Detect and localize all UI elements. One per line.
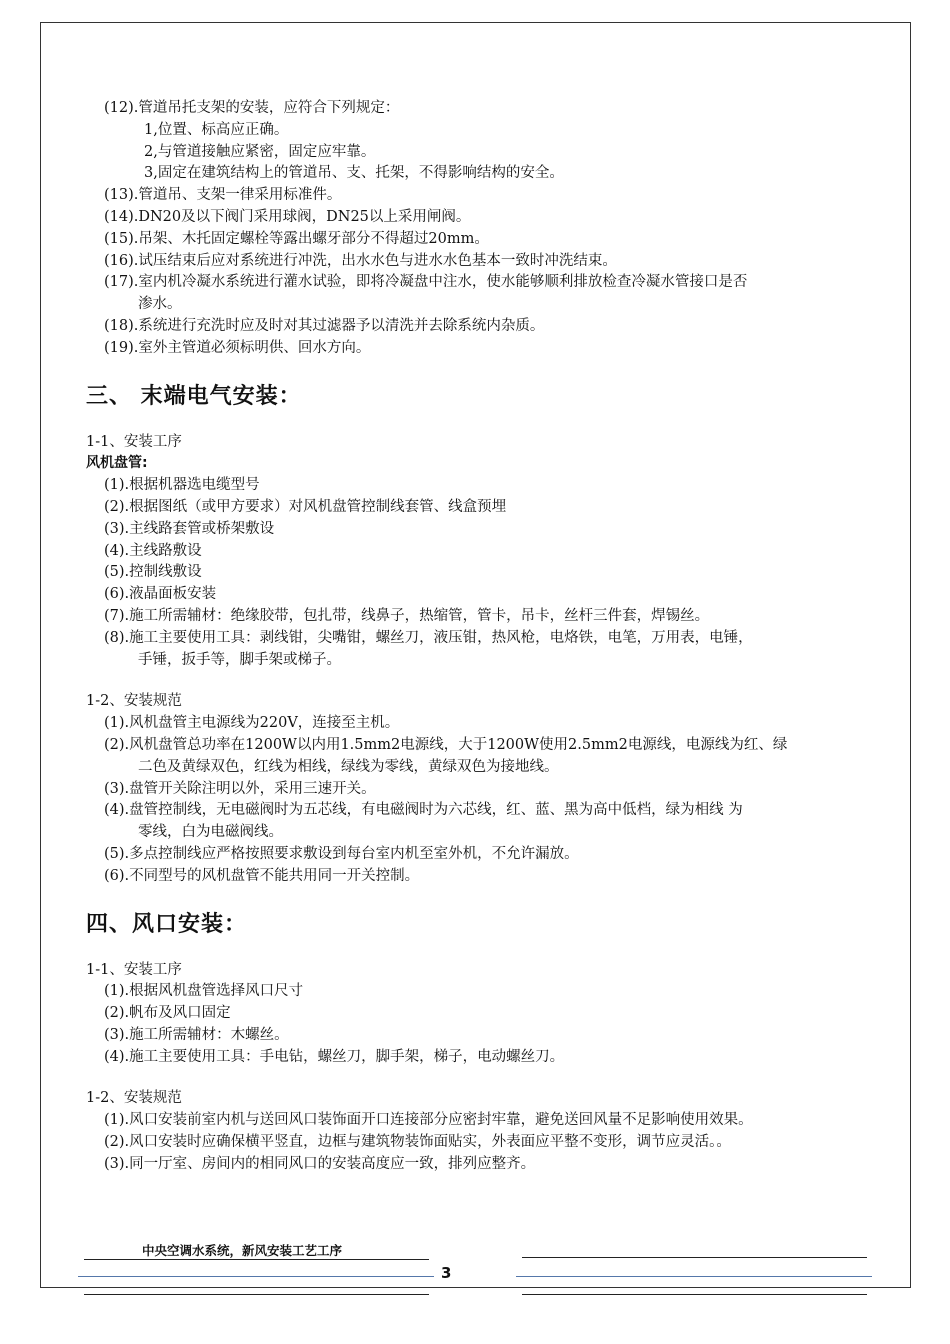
- footer-rule-right-bottom: [522, 1294, 867, 1295]
- list-item: (3).同一厅室、房间内的相同风口的安装高度应一致，排列应整齐。: [104, 1155, 536, 1172]
- list-item: (4).主线路敷设: [104, 542, 202, 559]
- section-3-spec-list: [86, 713, 876, 887]
- list-item: (16).试压结束后应对系统进行冲洗，出水水色与进水水色基本一致时冲洗结束。: [104, 252, 617, 269]
- section-3-spec-heading: 1-2、安装规范: [86, 693, 182, 710]
- list-item: 3,固定在建筑结构上的管道吊、支、托架，不得影响结构的安全。: [144, 165, 564, 182]
- list-item: 手锤，扳手等，脚手架或梯子。: [138, 651, 341, 668]
- footer-title: 中央空调水系统，新风安装工艺工序: [142, 1243, 343, 1258]
- document-body: [86, 98, 876, 1176]
- footer-rule-right-mid: [516, 1276, 872, 1277]
- list-item: (18).系统进行充洗时应及时对其过滤器予以清洗并去除系统内杂质。: [104, 317, 545, 334]
- footer-rule-right-top: [522, 1257, 867, 1258]
- section-3-proc-list: [86, 475, 876, 671]
- list-item: (2).根据图纸（或甲方要求）对风机盘管控制线套管、线盒预埋: [104, 498, 507, 515]
- page-number: 3: [441, 1264, 452, 1282]
- list-item: 渗水。: [138, 296, 182, 313]
- list-item: (13).管道吊、支架一律采用标准件。: [104, 187, 342, 204]
- list-item: (4).盘管控制线，无电磁阀时为五芯线，有电磁阀时为六芯线，红、蓝、黑为高中低档，绿为相线 为: [104, 802, 743, 819]
- list-item: (14).DN20及以下阀门采用球阀，DN25以上采用闸阀。: [104, 208, 471, 225]
- footer-rule-left-mid: [78, 1276, 434, 1277]
- list-item: 零线，白为电磁阀线。: [138, 824, 283, 841]
- list-item: (2).风机盘管总功率在1200W以内用1.5mm2电源线，大于1200W使用2.5mm2电源线，电源线为红、绿: [104, 736, 788, 753]
- list-item: (3).施工所需辅材：木螺丝。: [104, 1026, 289, 1043]
- list-item: (4).施工主要使用工具：手电钻，螺丝刀，脚手架，梯子，电动螺丝刀。: [104, 1048, 565, 1065]
- list-item: (1).风机盘管主电源线为220V，连接至主机。: [104, 715, 400, 732]
- section-3-heading: 三、 末端电气安装：: [86, 383, 302, 409]
- list-item: 2,与管道接触应紧密，固定应牢靠。: [144, 143, 376, 160]
- section-4-spec-list: [86, 1110, 876, 1175]
- list-item: 1,位置、标高应正确。: [144, 121, 289, 138]
- list-item: (7).施工所需辅材：绝缘胶带，包扎带，线鼻子，热缩管，管卡，吊卡，丝杆三件套，焊锡丝。: [104, 607, 710, 624]
- list-item: 二色及黄绿双色，红线为相线，绿线为零线，黄绿双色为接地线。: [138, 758, 559, 775]
- list-item: (1).根据机器选电缆型号: [104, 477, 260, 494]
- footer-rule-left-bottom: [84, 1294, 429, 1295]
- list-item: (3).盘管开关除注明以外，采用三速开关。: [104, 780, 376, 797]
- list-item: (6).不同型号的风机盘管不能共用同一开关控制。: [104, 867, 420, 884]
- section-3-proc-subheading: 风机盘管:: [86, 455, 148, 472]
- list-item: (1).风口安装前室内机与送回风口装饰面开口连接部分应密封牢靠，避免送回风量不足影响使用效果。: [104, 1112, 753, 1129]
- list-item: (3).主线路套管或桥架敷设: [104, 520, 275, 537]
- list-item: (5).多点控制线应严格按照要求敷设到每台室内机至室外机，不允许漏放。: [104, 845, 579, 862]
- list-item: (2).帆布及风口固定: [104, 1005, 231, 1022]
- section-4-heading: 四、风口安装：: [86, 911, 248, 937]
- section-3-proc-heading: 1-1、安装工序: [86, 433, 182, 450]
- footer-rule-left-top: [84, 1259, 429, 1260]
- list-item: (6).液晶面板安装: [104, 586, 217, 603]
- section-4-proc-heading: 1-1、安装工序: [86, 961, 182, 978]
- list-item: (2).风口安装时应确保横平竖直，边框与建筑物装饰面贴实，外表面应平整不变形，调节应灵活。。: [104, 1134, 731, 1151]
- list-item: (5).控制线敷设: [104, 564, 202, 581]
- list-item: (15).吊架、木托固定螺栓等露出螺牙部分不得超过20mm。: [104, 230, 489, 247]
- section-4-proc-list: [86, 981, 876, 1068]
- list-item: (19).室外主管道必须标明供、回水方向。: [104, 339, 371, 356]
- list-item: (8).施工主要使用工具：剥线钳，尖嘴钳，螺丝刀，液压钳，热风枪，电烙铁，电笔，万用表，电锤，: [104, 629, 753, 646]
- section-4-spec-heading: 1-2、安装规范: [86, 1090, 182, 1107]
- list-item: (17).室内机冷凝水系统进行灌水试验，即将冷凝盘中注水，使水能够顺利排放检查冷凝水管接口是否: [104, 274, 748, 291]
- list-item: (1).根据风机盘管选择风口尺寸: [104, 983, 304, 1000]
- list-item: (12).管道吊托支架的安装，应符合下列规定：: [104, 100, 400, 116]
- list-top: [86, 98, 876, 360]
